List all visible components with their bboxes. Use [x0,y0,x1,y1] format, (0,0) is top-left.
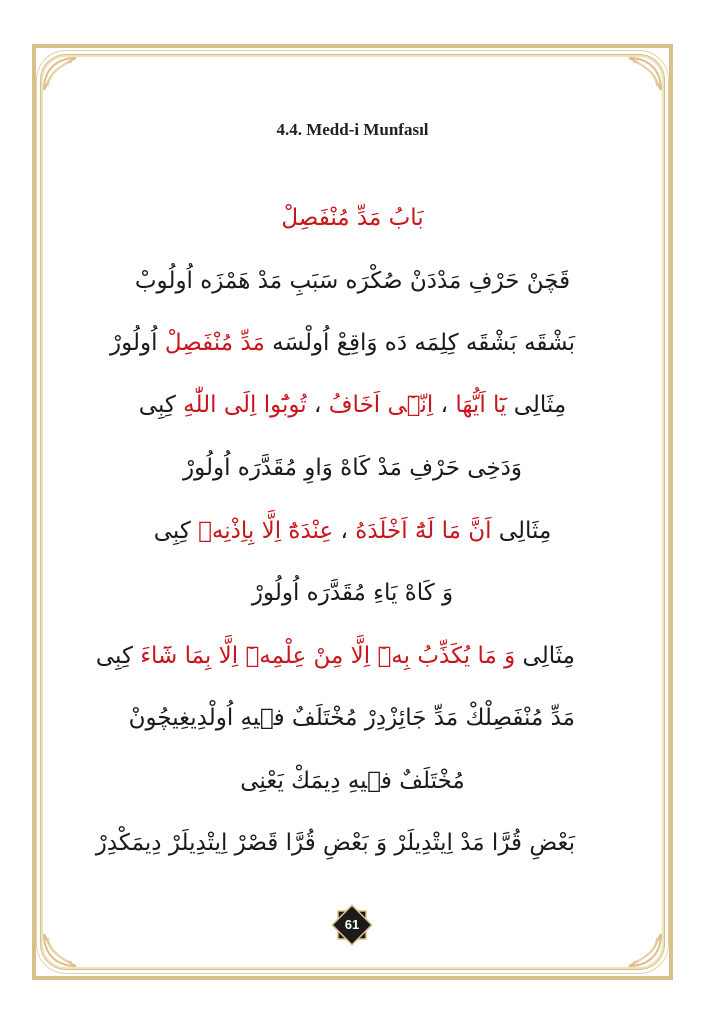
text-segment: مِثَالِى [506,392,567,418]
arabic-text-line [130,705,575,731]
text-segment: اُولُورْ [110,330,165,356]
corner-ornament-icon [627,56,663,92]
highlighted-example: اِنّ۪ٓى اَخَافُ [328,392,434,418]
text-segment: مَدِّ مُنْفَصِلْكْ مَدِّ جَائِزْدِرْ مُخْتَلَفٌ ف۪يهِ اُولْدِيغِيچُونْ [128,705,575,731]
text-segment: ، [433,392,456,418]
arabic-text-line [130,768,575,794]
text-segment: مُخْتَلَفٌ ف۪يهِ دِيمَكْ يَعْنِى [240,768,465,794]
arabic-text-line [95,830,575,856]
corner-ornament-icon [42,932,78,968]
text-segment: مِثَالِى [515,643,575,669]
highlighted-example: اَنَّ مَا لَهُٓ اَخْلَدَهُ [355,518,492,544]
text-segment: كِبِى [153,518,199,544]
highlighted-example: عِنْدَهُٓ اِلَّا بِاِذْنِه۪ [198,518,334,544]
text-segment: ، [333,518,356,544]
arabic-text-line [130,392,575,418]
highlighted-example: تُوبُٓوا اِلَى اللّٰهِ [183,392,307,418]
text-segment: وَدَخِى حَرْفِ مَدْ كَاهْ وَاوِ مُقَدَّرَه اُولُورْ [182,455,523,481]
corner-ornament-icon [627,932,663,968]
corner-ornament-icon [42,56,78,92]
highlighted-example: بَابُ مَدِّ مُنْفَصِلْ [281,205,424,231]
arabic-text-line [130,268,575,294]
arabic-text-line [130,518,575,544]
text-segment: كِبِى [138,392,184,418]
chapter-title-arabic [130,205,575,231]
arabic-text-line [130,455,575,481]
text-segment: كِبِى [95,643,141,669]
arabic-text-line [110,330,575,356]
text-segment: قَچَنْ حَرْفِ مَدْدَنْ صُكْرَه سَبَبِ مَدْ هَمْزَه اُولُوبْ [134,268,571,294]
text-segment: بَعْضِ قُرَّا مَدْ اِيتْدِيلَرْ وَ بَعْضِ قُرَّا قَصْرْ اِيتْدِيلَرْ دِيمَكْدِرْ [95,830,575,856]
arabic-text-line [95,643,575,669]
text-segment: وَ كَاهْ يَاءِ مُقَدَّرَه اُولُورْ [251,580,454,606]
text-segment: بَشْقَه بَشْقَه كِلِمَه دَه وَاقِعْ اُولْسَه [264,330,575,356]
text-segment: مِثَالِى [491,518,552,544]
highlighted-example: يَٓا اَيُّهَا [455,392,507,418]
section-heading: 4.4. Medd-i Munfasıl [276,120,429,139]
highlighted-example: وَ مَا يُكَذِّبُ بِه۪ٓ اِلَّا مِنْ عِلْمِه۪ٓ اِلَّا بِمَا شَٓاءَ [140,643,516,669]
arabic-text-line [130,580,575,606]
highlighted-example: مَدِّ مُنْفَصِلْ [164,330,265,356]
page-number: 61 [344,917,360,932]
text-segment: ، [306,392,329,418]
